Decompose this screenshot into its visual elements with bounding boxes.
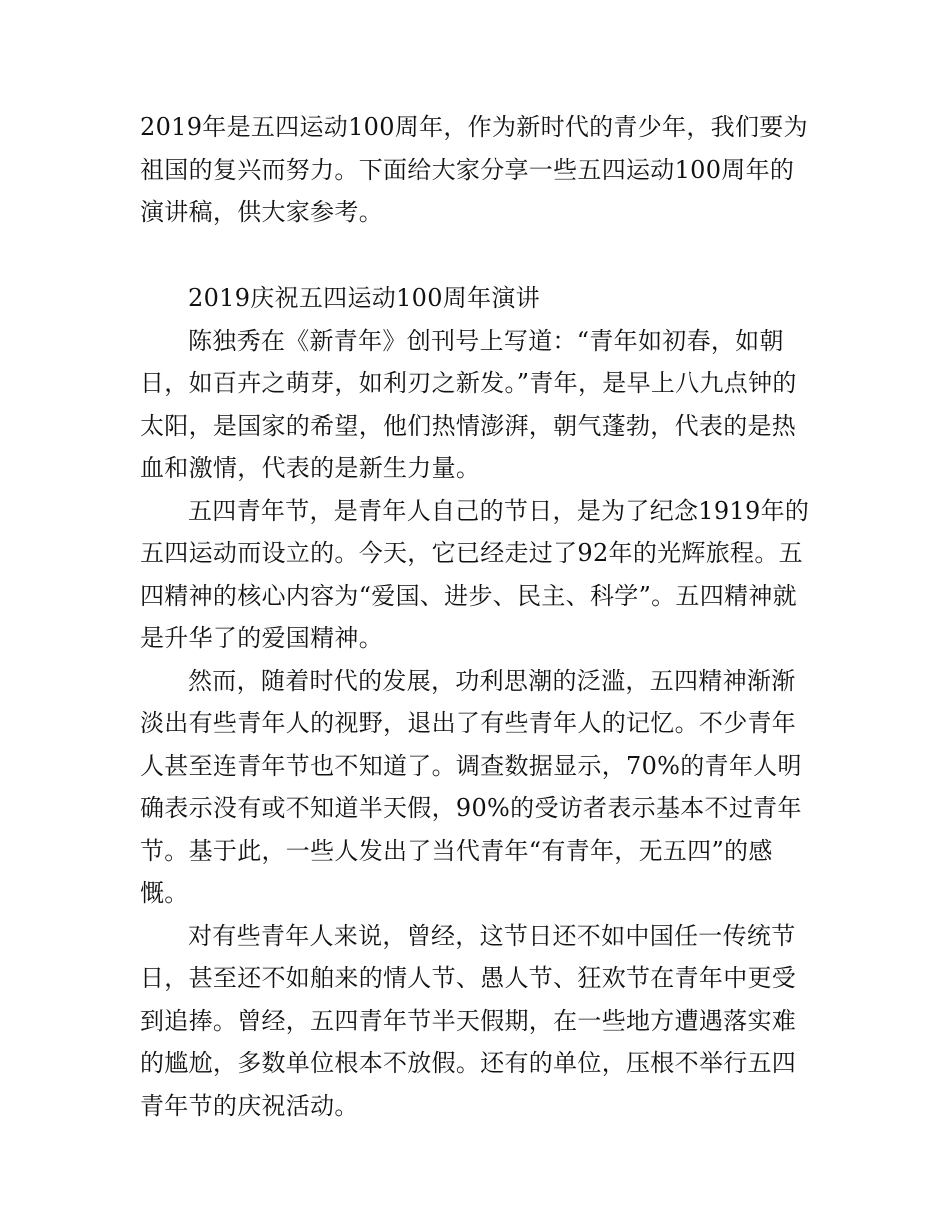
- intro-block: [140, 106, 812, 234]
- body-paragraph: 然而，随着时代的发展，功利思潮的泛滥，五四精神渐渐淡出有些青年人的视野，退出了有些青年人的记忆。不少青年人甚至连青年节也不知道了。调查数据显示，70%的青年人明确表示没有或不知道半天假，90%的受访者表示基本不过青年节。基于此，一些人发出了当代青年“有青年，无五四”的感慨。: [140, 666, 802, 907]
- intro-paragraph: 2019年是五四运动100周年，作为新时代的青少年，我们要为祖国的复兴而努力。下面给大家分享一些五四运动100周年的演讲稿，供大家参考。: [140, 113, 808, 226]
- body-paragraph: 陈独秀在《新青年》创刊号上写道：“青年如初春，如朝日，如百卉之萌芽，如利刃之新发。”青年，是早上八九点钟的太阳，是国家的希望，他们热情澎湃，朝气蓬勃，代表的是热血和激情，代表的是新生力量。: [140, 326, 797, 482]
- body-paragraph: 对有些青年人来说，曾经，这节日还不如中国任一传统节日，甚至还不如舶来的情人节、愚人节、狂欢节在青年中更受到追捧。曾经，五四青年节半天假期，在一些地方遭遇落实难的尴尬，多数单位根本不放假。还有的单位，压根不举行五四青年节的庆祝活动。: [140, 921, 797, 1120]
- speech-body: [140, 277, 812, 1127]
- body-paragraph: 五四青年节，是青年人自己的节日，是为了纪念1919年的五四运动而设立的。今天，它已经走过了92年的光辉旅程。五四精神的核心内容为“爱国、进步、民主、科学”。五四精神就是升华了的爱国精神。: [140, 496, 810, 652]
- speech-title: 2019庆祝五四运动100周年演讲: [188, 284, 540, 312]
